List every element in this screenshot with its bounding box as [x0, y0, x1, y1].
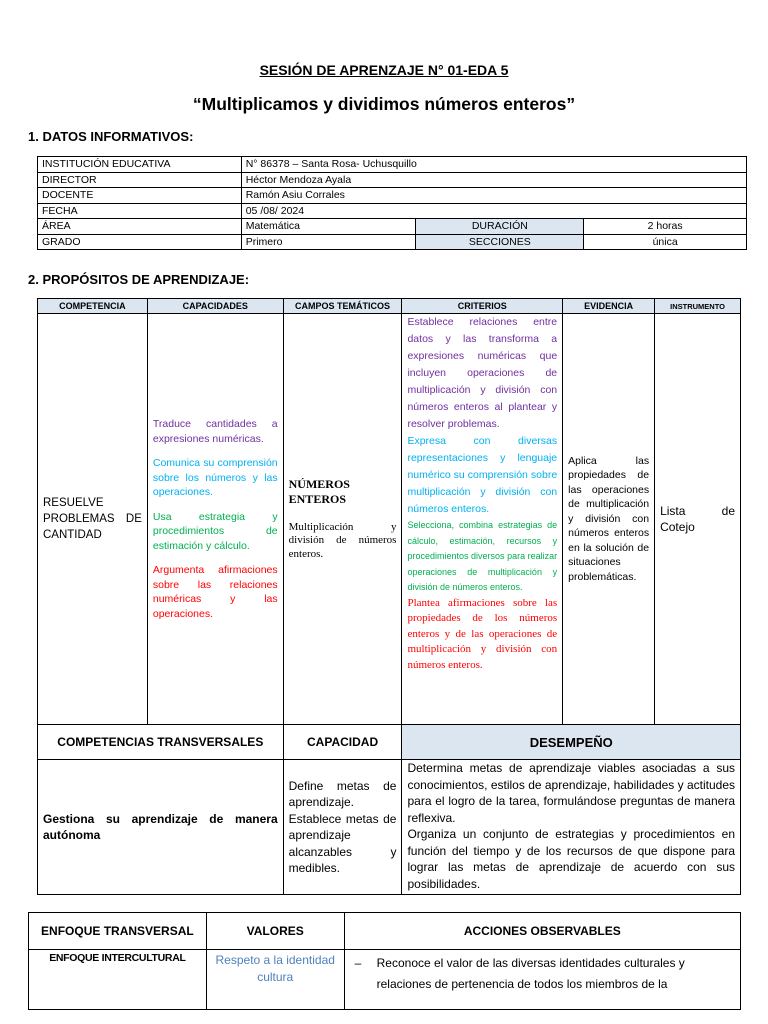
header-acciones: ACCIONES OBSERVABLES [344, 913, 740, 950]
header-enfoque: ENFOQUE TRANSVERSAL [29, 913, 207, 950]
desempeno-2: Organiza un conjunto de estrategias y procedimientos en función del tiempo y de los recursos de que dispone para lograr las metas de aprendizaje de acuerdo con sus posibilidades. [407, 827, 735, 891]
session-subtitle: “Multiplicamos y dividimos números enteros” [192, 94, 576, 114]
area-label: ÁREA [38, 219, 242, 235]
table-header-row [38, 725, 741, 760]
accion-text: Reconoce el valor de las diversas identidades culturales y relaciones de pertenencia de todos los miembros de la [376, 956, 685, 991]
criterio-4: Plantea afirmaciones sobre las propiedades de los números enteros y de las operaciones de multiplicación y división con números enteros. [407, 596, 558, 671]
criterio-2: Expresa con diversas representaciones y lenguaje numérico su comprensión sobre multiplicación y división con números enteros. [407, 435, 558, 515]
table-row [38, 157, 747, 173]
header-capacidad: CAPACIDAD [283, 725, 402, 760]
header-evidencia: EVIDENCIA [563, 299, 655, 314]
inst-value: N° 86378 – Santa Rosa- Uchusquillo [241, 157, 746, 173]
docente-value: Ramón Asiu Corrales [241, 188, 746, 204]
grado-value: Primero [241, 234, 416, 250]
campos-cell [283, 314, 402, 725]
docente-label: DOCENTE [38, 188, 242, 204]
transversal-desempeno [402, 760, 741, 895]
duracion-value: 2 horas [584, 219, 747, 235]
header-campos: CAMPOS TEMÁTICOS [283, 299, 402, 314]
fecha-value: 05 /08/ 2024 [241, 203, 746, 219]
criterios-cell [402, 314, 563, 725]
campo-text: Multiplicación y división de números enteros. [288, 520, 397, 560]
capacidad-3: Usa estrategia y procedimientos de estimación y cálculo. [152, 510, 278, 552]
capacidad-4: Argumenta afirmaciones sobre las relaciones numéricas y las operaciones. [152, 564, 278, 620]
table-row [38, 760, 741, 895]
table-row [38, 234, 747, 250]
transversal-capacidad: Define metas de aprendizaje. Establece metas de aprendizaje alcanzables y medibles. [283, 760, 402, 895]
secciones-label: SECCIONES [416, 234, 584, 250]
header-competencia: COMPETENCIA [38, 299, 148, 314]
header-valores: VALORES [206, 913, 344, 950]
header-capacidades: CAPACIDADES [147, 299, 283, 314]
campo-title: NÚMEROS ENTEROS [288, 476, 350, 506]
enfoque-table [28, 912, 741, 1010]
table-header-row [29, 913, 741, 950]
table-row [38, 203, 747, 219]
header-criterios: CRITERIOS [402, 299, 563, 314]
table-row [38, 219, 747, 235]
criterio-3: Selecciona, combina estrategias de cálculo, estimación, recursos y procedimientos diversos para realizar operaciones de multiplicación y división de números enteros. [407, 520, 558, 592]
valor-name: Respeto a la identidad cultura [206, 950, 344, 1010]
session-title: SESIÓN DE APRENZAJE N° 01-EDA 5 [259, 62, 509, 78]
table-row [38, 314, 741, 725]
table-row [38, 188, 747, 204]
table-row [29, 950, 741, 1010]
area-value: Matemática [241, 219, 416, 235]
header-instrumento: INSTRUMENTO [655, 299, 741, 314]
capacidades-cell [147, 314, 283, 725]
propositos-table [37, 298, 741, 895]
capacidad-1: Traduce cantidades a expresiones numéricas. [152, 418, 278, 445]
instrumento-cell: Lista de Cotejo [655, 314, 741, 725]
secciones-value: única [584, 234, 747, 250]
criterio-1: Establece relaciones entre datos y las transforma a expresiones numéricas que incluyen operaciones de multiplicación y división con números enteros al plantear y resolver problemas. [407, 316, 558, 430]
evidencia-cell: Aplica las propiedades de las operaciones de multiplicación y división con números enteros en la solución de situaciones problemáticas. [563, 314, 655, 725]
section-datos-heading: 1. DATOS INFORMATIVOS: [28, 129, 194, 144]
competencia-cell: RESUELVE PROBLEMAS DE CANTIDAD [38, 314, 148, 725]
datos-table [37, 156, 747, 250]
section-propositos-heading: 2. PROPÓSITOS DE APRENDIZAJE: [28, 272, 250, 287]
grado-label: GRADO [38, 234, 242, 250]
table-header-row [38, 299, 741, 314]
director-label: DIRECTOR [38, 172, 242, 188]
acciones-cell [344, 950, 740, 1010]
director-value: Héctor Mendoza Ayala [241, 172, 746, 188]
bullet-dash: – [354, 956, 362, 970]
table-row [38, 172, 747, 188]
enfoque-name: ENFOQUE INTERCULTURAL [29, 950, 207, 1010]
fecha-label: FECHA [38, 203, 242, 219]
transversal-competencia: Gestiona su aprendizaje de manera autónoma [38, 760, 284, 895]
header-competencias-transversales: COMPETENCIAS TRANSVERSALES [38, 725, 284, 760]
duracion-label: DURACIÓN [416, 219, 584, 235]
inst-label: INSTITUCIÓN EDUCATIVA [38, 157, 242, 173]
desempeno-1: Determina metas de aprendizaje viables asociadas a sus conocimientos, estilos de aprendizaje, habilidades y actitudes para el logro de la tarea, formulándose preguntas de manera reflexiva. [407, 761, 735, 825]
header-desempeno: DESEMPEÑO [402, 725, 741, 760]
capacidad-2: Comunica su comprensión sobre los números y las operaciones. [152, 457, 278, 498]
